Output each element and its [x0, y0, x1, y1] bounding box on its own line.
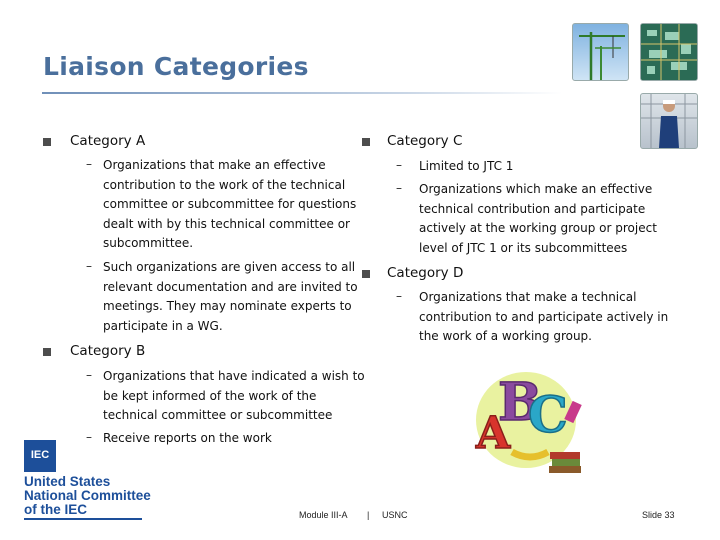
abc-books-clipart: [470, 360, 588, 478]
category-d-bullet: [362, 270, 370, 278]
logo-line-3: of the IEC: [24, 502, 87, 517]
category-c-dash-2: –: [396, 181, 402, 195]
category-d-heading: Category D: [387, 265, 464, 281]
category-c-item-2: Organizations which make an effective technical contribution and participate actively at the working group or project level of JTC 1 or its subcommittees: [419, 182, 657, 255]
category-b-item-1: Organizations that have indicated a wish to be kept informed of the work of the technical committee or subcommittee: [103, 369, 365, 422]
circuit-board-photo: [640, 23, 698, 81]
engineer-photo: [640, 93, 698, 149]
book-stack: [549, 452, 581, 473]
category-b-dash-1: –: [86, 368, 92, 382]
category-a-item-1: Organizations that make an effective contribution to the work of the technical committee or subcommittee for questions dealt with by this technical committee or subcommittee.: [103, 158, 357, 250]
category-a-item-2: Such organizations are given access to all relevant documentation and are invited to meetings. They may nominate experts to participate in a WG.: [103, 260, 358, 333]
category-c-item-1: Limited to JTC 1: [419, 159, 514, 173]
logo-line-1: United States: [24, 474, 111, 489]
category-a-bullet: [43, 138, 51, 146]
footer-org: USNC: [382, 510, 408, 520]
iec-logo-mark: [24, 440, 56, 472]
category-c-bullet: [362, 138, 370, 146]
slide-title: Liaison Categories: [43, 52, 309, 81]
category-a-heading: Category A: [70, 133, 146, 149]
category-b-dash-2: –: [86, 430, 92, 444]
category-a-dash-2: –: [86, 259, 92, 273]
category-d-item-1: Organizations that make a technical contribution to and participate actively in the work of a working group.: [419, 290, 669, 343]
iec-logo-text: IEC: [30, 449, 50, 461]
clipart-letter-c: C: [528, 385, 568, 444]
clipart-letter-a: A: [476, 408, 511, 459]
logo-line-2: National Committee: [24, 488, 151, 503]
footer-separator: |: [367, 510, 370, 520]
logo-underline: [24, 518, 142, 520]
category-d-dash-1: –: [396, 289, 402, 303]
category-a-dash-1: –: [86, 157, 92, 171]
category-b-heading: Category B: [70, 343, 146, 359]
crane-photo: [572, 23, 629, 81]
category-b-item-2: Receive reports on the work: [103, 431, 272, 445]
footer-module: Module III-A: [299, 510, 348, 520]
category-b-bullet: [43, 348, 51, 356]
clipart-letter-b: B: [498, 372, 542, 433]
category-c-dash-1: –: [396, 158, 402, 172]
slide-number: Slide 33: [642, 510, 675, 520]
category-c-heading: Category C: [387, 133, 463, 149]
title-underline: [42, 92, 562, 94]
